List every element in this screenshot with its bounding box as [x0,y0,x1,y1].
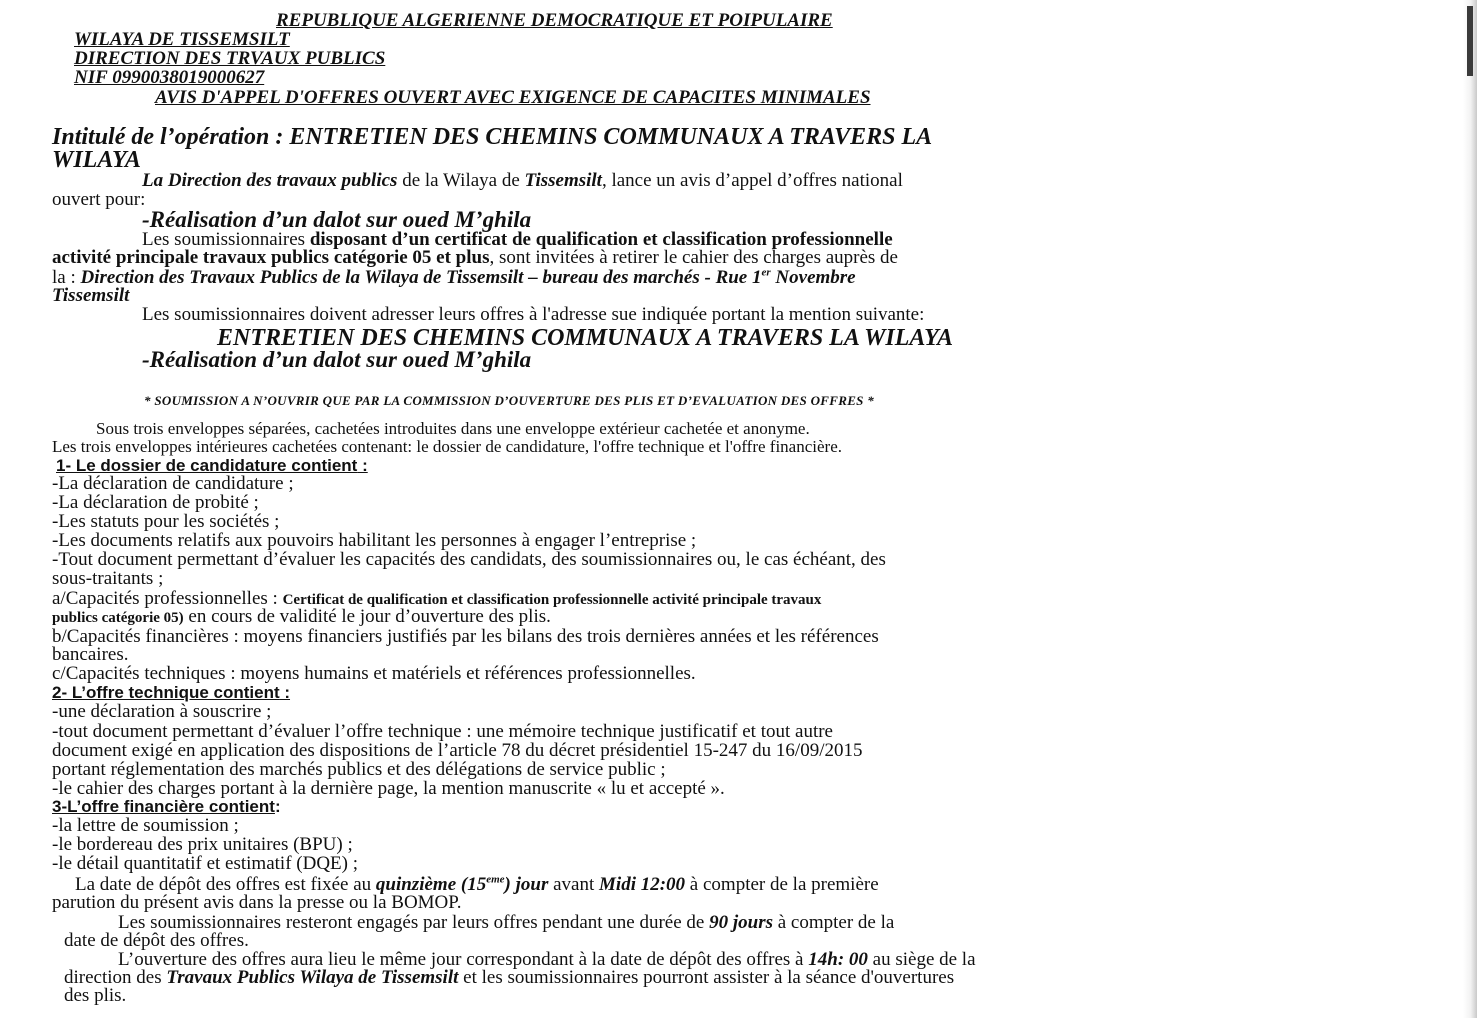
wilaya-heading: WILAYA DE TISSEMSILT [74,29,290,50]
operation-label: Intitulé de l’opération : [52,124,284,150]
list-item: -le cahier des charges portant à la dernière page, la mention manuscrite « lu et accepté ». [52,778,725,799]
nif-heading: NIF 0990038019000627 [74,67,265,88]
republic-heading: REPUBLIQUE ALGERIENNE DEMOCRATIQUE ET POIPULAIRE [276,10,833,31]
soumission-address: Direction des Travaux Publics de la Wilaya de Tissemsilt – bureau des marchés - Rue 1 [80,267,762,288]
capacite-financiere: b/Capacités financières : moyens financiers justifiés par les bilans des trois dernières années et les références [52,626,879,647]
intro-tissemsilt: Tissemsilt [524,170,602,191]
capacite-professionnelle-end [52,607,551,628]
operation-title [52,124,932,150]
depot-quinzieme: quinzième (15 [375,874,487,895]
list-item: -Les documents relatifs aux pouvoirs habilitant les personnes à engager l’entreprise ; [52,530,697,551]
soumission-les: Les soumissionnaires [142,229,306,250]
list-item: -tout document permettant d’évaluer l’offre technique : une mémoire technique justificatif et tout autre [52,721,833,742]
list-item: -Les statuts pour les sociétés ; [52,511,280,532]
soumission-la: la : [52,267,76,288]
address-end: Novembre [770,267,856,288]
depot-superscript: eme [486,873,505,886]
depot-avant: avant [553,874,595,895]
list-item: portant réglementation des marchés publics et des délégations de service public ; [52,759,666,780]
mention-realisation: -Réalisation d’un dalot sur oued M’ghila [142,347,532,372]
avis-heading: AVIS D'APPEL D'OFFRES OUVERT AVEC EXIGENCE DE CAPACITES MINIMALES [155,87,871,108]
intro-text-de: de la Wilaya de [402,170,520,191]
list-item: -une déclaration à souscrire ; [52,701,272,722]
soumission-certificat: disposant d’un certificat de qualification et classification professionnelle [309,229,893,250]
depot-text1: La date de dépôt des offres est fixée au [75,874,372,895]
enveloppes-line2: Les trois enveloppes intérieures cachetées contenant: le dossier de candidature, l'offre technique et l'offre financière. [52,437,842,456]
ouverture-line2 [64,968,954,987]
ouverture-direction: direction des [64,967,162,988]
scan-mark [1467,6,1473,76]
intro-text-lance: , lance un avis d’appel d’offres national [601,170,903,191]
intro-ouvert: ouvert pour: [52,189,146,210]
ouverture-heure: 14h: 00 [808,949,868,970]
cap-a-validite: en cours de validité le jour d’ouverture des plis. [183,606,551,627]
direction-heading: DIRECTION DES TRVAUX PUBLICS [74,48,386,69]
list-item: document exigé en application des dispositions de l’article 78 du décret présidentiel 15-247 du 16/09/2015 [52,740,863,761]
intro-line [142,171,903,190]
list-item: -le détail quantitatif et estimatif (DQE) ; [52,853,359,874]
list-item: -La déclaration de probité ; [52,492,259,513]
ouverture-notice: * SOUMISSION A N’OUVRIR QUE PAR LA COMMISSION D’OUVERTURE DES PLIS ET D’EVALUATION DES OFFRES * [144,393,875,408]
depot-text2: à compter de la première [689,874,879,895]
cap-a-categorie: publics catégorie 05) [52,610,184,626]
ouverture-text1: L’ouverture des offres aura lieu le même jour correspondant à la date de dépôt des offres à [118,949,804,970]
operation-name-part2: WILAYA [52,147,141,173]
soumission-tissemsilt: Tissemsilt [52,285,130,306]
section3-title: 3-L’offre financière contient [52,797,275,816]
ouverture-assister: et les soumissionnaires pourront assister à la séance d'ouvertures [463,967,955,988]
capacite-technique: c/Capacités techniques : moyens humains et matériels et références professionnelles. [52,663,696,684]
engages-text1: Les soumissionnaires resteront engagés par leurs offres pendant une durée de [118,912,705,933]
depot-jour: ) jour [504,874,549,895]
engages-text2: à compter de la [777,912,895,933]
realisation-line: -Réalisation d’un dalot sur oued M’ghila [142,207,532,232]
scan-edge [1463,0,1477,1018]
list-item: -le bordereau des prix unitaires (BPU) ; [52,834,353,855]
engages-line2: date de dépôt des offres. [64,930,249,951]
ouverture-text2: au siège de la [872,949,976,970]
section2-colon: : [279,683,291,702]
cap-a-label: a/Capacités professionnelles : [52,588,278,609]
ouverture-travaux: Travaux Publics Wilaya de Tissemsilt [166,967,459,988]
section2-title: 2- L’offre technique contient [52,683,280,702]
soumission-line2 [52,248,898,267]
cap-a-certificat: Certificat de qualification et classification professionnelle activité principale travaux [282,592,822,608]
section1-colon: : [357,456,368,475]
list-item: -Tout document permettant d’évaluer les capacités des candidats, des soumissionnaires ou, le cas échéant, des [52,549,886,570]
capacite-financiere-end: bancaires. [52,644,129,665]
depot-line2: parution du présent avis dans la presse ou la BOMOP. [52,892,462,913]
adresser-line: Les soumissionnaires doivent adresser leurs offres à l'adresse sue indiquée portant la mention suivante: [142,304,925,325]
soumission-categorie: activité principale travaux publics catégorie 05 et plus [52,247,490,268]
engages-jours: 90 jours [709,912,773,933]
mention-title: ENTRETIEN DES CHEMINS COMMUNAUX A TRAVERS LA WILAYA [217,325,953,351]
list-item: -la lettre de soumission ; [52,815,239,836]
section3-colon: : [274,797,281,816]
section1-title: 1- Le dossier de candidature contient [56,456,358,475]
list-item: -La déclaration de candidature ; [52,473,294,494]
depot-midi: Midi 12:00 [599,874,686,895]
operation-name-part1: ENTRETIEN DES CHEMINS COMMUNAUX A TRAVERS LA [289,124,933,150]
list-item: sous-traitants ; [52,568,164,589]
direction-name: La Direction des travaux publics [142,170,398,191]
enveloppes-line1: Sous trois enveloppes séparées, cachetées introduites dans une enveloppe extérieur cachetée et anonyme. [96,419,810,438]
ouverture-line3: des plis. [64,985,127,1006]
section3-heading [52,797,281,817]
soumission-retirer: , sont invitées à retirer le cahier des charges auprès de [489,247,898,268]
section2-heading [52,683,290,703]
soumission-address-line [52,268,856,287]
address-superscript: er [761,266,771,279]
